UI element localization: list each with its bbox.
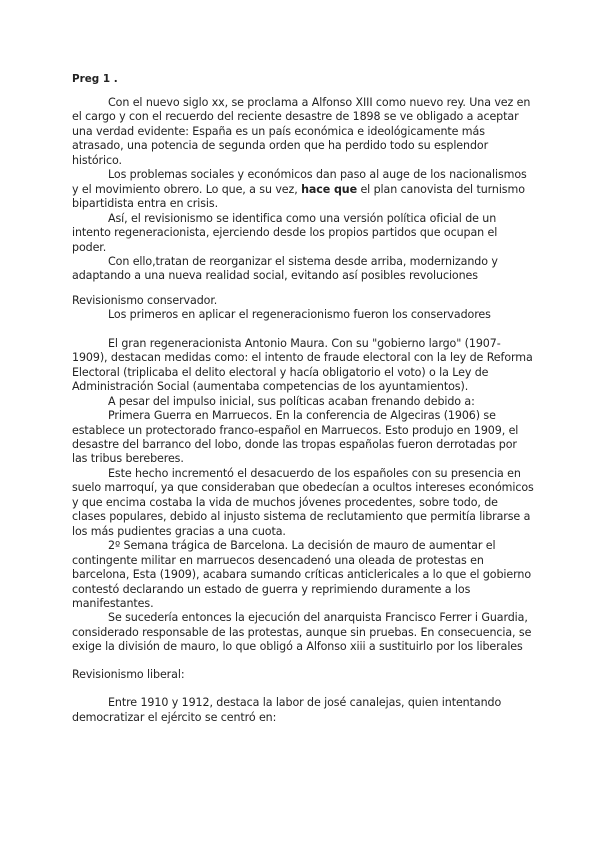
question-heading: Preg 1 . (72, 73, 118, 85)
intro-problems-bold: hace que (301, 182, 358, 196)
section-title-conservador: Revisionismo conservador. (72, 293, 218, 307)
intro-problems-text: Los problemas sociales y económicos dan paso al auge de los nacionalismos y el movimiento obrero. Lo que, a su vez, (72, 168, 527, 196)
maura-paragraph: El gran regeneracionista Antonio Maura. Con su "gobierno largo" (1907-1909), destacan medidas como: el intento de fraude electoral con la ley de Reforma Electoral (triplicaba el delito electoral y hacía obligatorio el voto) o la Ley de Administración Social (aumentaba competencias de los ayuntamientos). (72, 336, 533, 394)
barcelona-paragraph: 2º Semana trágica de Barcelona. La decisión de mauro de aumentar el contingente militar en marruecos desencadenó una oleada de protestas en barcelona, Esta (1909), acabara sumando críticas anticlericales a lo que el gobierno contestó declarando un estado de guerra y reprimiendo duramente a los manifestantes. (72, 539, 532, 610)
document-page (72, 72, 534, 725)
intro-paragraph-4: Con ello,tratan de reorganizar el sistema desde arriba, modernizando y adaptando a una nueva realidad social, evitando así posibles revoluciones (72, 254, 498, 283)
intro-paragraph-3: Así, el revisionismo se identifica como una versión política oficial de un intento regeneracionista, ejerciendo desde los propios partidos que ocupan el poder. (72, 211, 498, 254)
canalejas-paragraph: Entre 1910 y 1912, destaca la labor de josé canalejas, quien intentando democratizar el ejército se centró en: (72, 696, 502, 724)
section-title-liberal: Revisionismo liberal: (72, 667, 185, 681)
ferrer-paragraph: Se sucedería entonces la ejecución del anarquista Francisco Ferrer i Guardia, considerado responsable de las protestas, aunque sin pruebas. En consecuencia, se exige la división de mauro, lo que obligó a Alfonso xiii a sustituirlo por los liberales (72, 611, 532, 654)
conservador-lead: Los primeros en aplicar el regeneracionismo fueron los conservadores (108, 308, 491, 322)
desacuerdo-paragraph: Este hecho incrementó el desacuerdo de los españoles con su presencia en suelo marroquí, ya que consideraban que obedecían a ocultos intereses económicos y que encima costaba la vida de muchos jóvenes procedentes, sobre todo, de clases populares, debido al injusto sistema de reclutamiento que permitía librarse a los más pudientes gracias a una cuota. (72, 466, 534, 538)
impulse-paragraph: A pesar del impulso inicial, sus políticas acaban frenando debido a: (108, 394, 475, 408)
intro-paragraph-2 (72, 168, 534, 211)
intro-paragraph-1: Con el nuevo siglo xx, se proclama a Alfonso XIII como nuevo rey. Una vez en el cargo y con el recuerdo del reciente desastre de 1898 se ve obligado a aceptar una verdad evidente: España es un país económica e ideológicamente más atrasado, una potencia de segunda orden que ha perdido todo su esplendor histórico. (72, 96, 531, 167)
marruecos-paragraph: Primera Guerra en Marruecos. En la conferencia de Algeciras (1906) se establece un protectorado franco-español en Marruecos. Esto produjo en 1909, el desastre del barranco del lobo, donde las tropas españolas fueron derrotadas por las tribus bereberes. (72, 409, 519, 466)
intro-problems-text-end: el plan canovista del turnismo bipartidista entra en crisis. (72, 182, 525, 211)
